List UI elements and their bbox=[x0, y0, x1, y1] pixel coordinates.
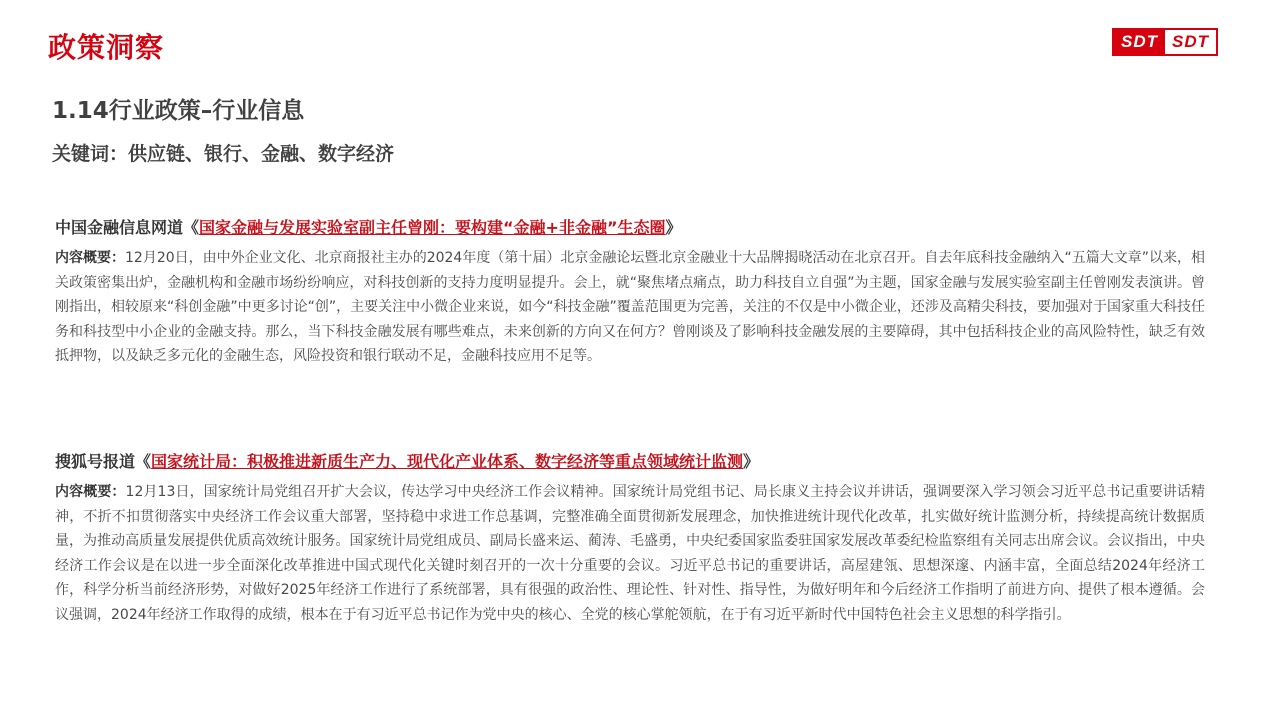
news-article bbox=[55, 217, 1205, 369]
article-summary bbox=[55, 246, 1205, 369]
keywords-line: 关键词：供应链、银行、金融、数字经济 bbox=[52, 143, 395, 165]
article-summary bbox=[55, 480, 1205, 628]
article-heading bbox=[55, 451, 1205, 473]
section-title: 1.14行业政策–行业信息 bbox=[52, 98, 305, 124]
page-header-title: 政策洞察 bbox=[48, 31, 165, 64]
article-source: 中国金融信息网道 bbox=[55, 218, 184, 237]
sdt-logo bbox=[1112, 28, 1218, 56]
logo-left-mark: SDT bbox=[1114, 30, 1165, 54]
close-quote: 》 bbox=[743, 452, 760, 471]
summary-label: 内容概要： bbox=[55, 250, 126, 266]
summary-text: 12月20日，由中外企业文化、北京商报社主办的2024年度（第十届）北京金融论坛暨北京金融业十大品牌揭晓活动在北京召开。自去年底科技金融纳入“五篇大文章”以来，相关政策密集出炉，金融机构和金融市场纷纷响应，对科技创新的支持力度明显提升。会上，就“聚焦堵点痛点，助力科技自立自强”为主题，国家金融与发展实验室副主任曾刚发表演讲。曾刚指出，相较原来“科创金融”中更多讨论“创”，主要关注中小微企业来说，如今“科技金融”覆盖范围更为完善，关注的不仅是中小微企业，还涉及高精尖科技，要加强对于国家重大科技任务和科技型中小企业的金融支持。那么，当下科技金融发展有哪些难点，未来创新的方向又在何方？曾刚谈及了影响科技金融发展的主要障碍，其中包括科技企业的高风险特性，缺乏有效抵押物，以及缺乏多元化的金融生态，风险投资和银行联动不足，金融科技应用不足等。 bbox=[55, 250, 1205, 365]
open-quote: 《 bbox=[135, 452, 152, 471]
news-article bbox=[55, 451, 1205, 628]
article-headline-link[interactable]: 国家金融与发展实验室副主任曾刚：要构建“金融+非金融”生态圈 bbox=[199, 218, 666, 237]
summary-text: 12月13日，国家统计局党组召开扩大会议，传达学习中央经济工作会议精神。国家统计局党组书记、局长康义主持会议并讲话，强调要深入学习领会习近平总书记重要讲话精神，不折不扣贯彻落实中央经济工作会议重大部署，坚持稳中求进工作总基调，完整准确全面贯彻新发展理念，加快推进统计现代化改革，扎实做好统计监测分析，持续提高统计数据质量，为推动高质量发展提供优质高效统计服务。国家统计局党组成员、副局长盛来运、蔺涛、毛盛勇，中央纪委国家监委驻国家发展改革委纪检监察组有关同志出席会议。会议指出，中央经济工作会议是在以进一步全面深化改革推进中国式现代化关键时刻召开的一次十分重要的会议。习近平总书记的重要讲话，高屋建瓴、思想深邃、内涵丰富，全面总结2024年经济工作，科学分析当前经济形势，对做好2025年经济工作进行了系统部署，具有很强的政治性、理论性、针对性、指导性，为做好明年和今后经济工作指明了前进方向、提供了根本遵循。会议强调，2024年经济工作取得的成绩，根本在于有习近平总书记作为党中央的核心、全党的核心掌舵领航，在于有习近平新时代中国特色社会主义思想的科学指引。 bbox=[55, 484, 1206, 623]
article-heading bbox=[55, 217, 1205, 239]
article-source: 搜狐号报道 bbox=[55, 452, 136, 471]
summary-label: 内容概要： bbox=[55, 484, 126, 500]
close-quote: 》 bbox=[665, 218, 682, 237]
article-headline-link[interactable]: 国家统计局：积极推进新质生产力、现代化产业体系、数字经济等重点领域统计监测 bbox=[151, 452, 744, 471]
logo-right-mark: SDT bbox=[1165, 30, 1216, 54]
open-quote: 《 bbox=[183, 218, 200, 237]
